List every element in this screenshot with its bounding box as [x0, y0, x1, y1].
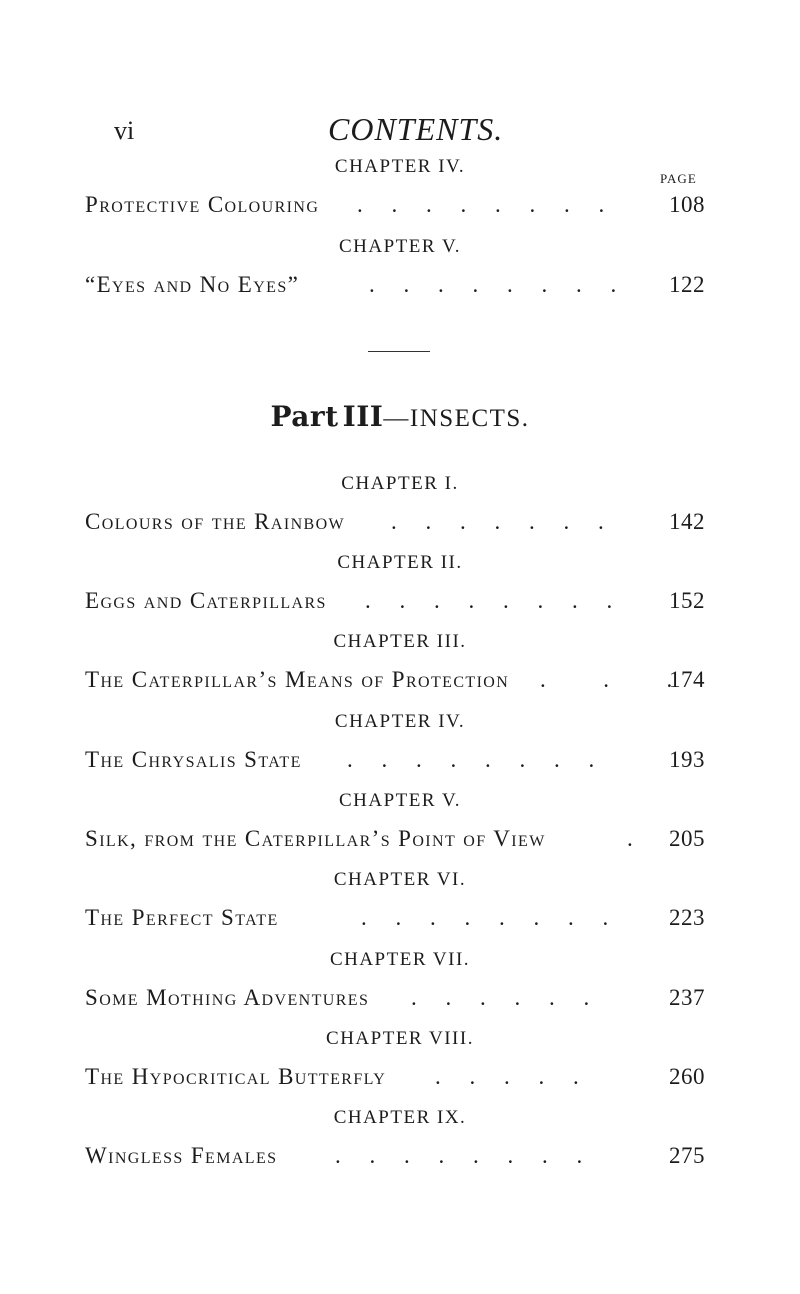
toc-entry-title: The Hypocritical Butterfly — [85, 1064, 387, 1089]
page-title: CONTENTS. — [328, 111, 504, 147]
toc-entry — [85, 1065, 705, 1091]
toc-entry-page: 174 — [669, 667, 705, 692]
toc-entry-title: Wingless Females — [85, 1143, 278, 1168]
chapter-heading: CHAPTER III. — [333, 631, 467, 652]
dot-leader: . . . . . . . . — [335, 1143, 583, 1168]
toc-entry — [85, 986, 705, 1012]
chapter-heading: CHAPTER II. — [337, 552, 463, 573]
chapter-heading: CHAPTER IV. — [334, 156, 466, 177]
toc-entry-page: 237 — [669, 985, 705, 1010]
toc-entry-title: Protective Colouring — [85, 192, 320, 217]
toc-entry-title: Eggs and Caterpillars — [85, 588, 327, 613]
dot-leader: . — [627, 826, 633, 851]
part-subtitle: —INSECTS. — [383, 405, 530, 432]
toc-entry-title: Colours of the Rainbow — [85, 509, 346, 534]
chapter-heading: CHAPTER VI. — [333, 869, 467, 890]
section-divider — [368, 351, 430, 352]
part-numeral: III — [342, 400, 384, 433]
toc-entry-page: 122 — [669, 272, 705, 297]
toc-entry-page: 193 — [669, 747, 705, 772]
toc-entry-page: 142 — [669, 509, 705, 534]
toc-entry — [85, 589, 705, 615]
dot-leader: . . . . . . . . — [365, 588, 613, 613]
chapter-heading: CHAPTER V. — [339, 790, 461, 811]
dot-leader: . . . — [540, 667, 673, 692]
toc-entry-title: Silk, from the Caterpillar’s Point of View — [85, 826, 546, 851]
toc-entry-page: 275 — [669, 1143, 705, 1168]
toc-entry — [85, 510, 705, 536]
toc-entry — [85, 906, 705, 932]
part-heading — [0, 400, 800, 433]
toc-entry — [85, 193, 705, 219]
toc-entry-page: 260 — [669, 1064, 705, 1089]
toc-entry-page: 205 — [669, 826, 705, 851]
dot-leader: . . . . . . . . — [361, 905, 609, 930]
toc-entry-title: “Eyes and No Eyes” — [85, 272, 300, 297]
chapter-heading: CHAPTER V. — [339, 236, 461, 257]
chapter-heading: CHAPTER IX. — [333, 1107, 467, 1128]
chapter-heading: CHAPTER I. — [341, 473, 459, 494]
toc-entry — [85, 748, 705, 774]
dot-leader: . . . . . . . . — [357, 192, 605, 217]
dot-leader: . . . . . . . . — [369, 272, 617, 297]
dot-leader: . . . . . . — [411, 985, 590, 1010]
toc-entry — [85, 668, 705, 694]
part-word: Part — [270, 400, 339, 433]
toc-entry — [85, 1144, 705, 1170]
dot-leader: . . . . . — [435, 1064, 579, 1089]
chapter-heading: CHAPTER VIII. — [326, 1028, 474, 1049]
toc-entry-page: 223 — [669, 905, 705, 930]
dot-leader: . . . . . . . — [391, 509, 604, 534]
page-number: vi — [114, 116, 135, 145]
toc-entry-page: 152 — [669, 588, 705, 613]
chapter-heading: CHAPTER IV. — [334, 711, 466, 732]
toc-entry-title: The Chrysalis State — [85, 747, 302, 772]
toc-entry — [85, 273, 705, 299]
toc-entry — [85, 827, 705, 853]
toc-entry-title: The Caterpillar’s Means of Protection — [85, 667, 510, 692]
dot-leader: . . . . . . . . — [347, 747, 595, 772]
toc-entry-title: Some Mothing Adventures — [85, 985, 370, 1010]
toc-entry-page: 108 — [669, 192, 705, 217]
page-column-label: PAGE — [660, 171, 697, 186]
toc-entry-title: The Perfect State — [85, 905, 279, 930]
chapter-heading: CHAPTER VII. — [329, 949, 471, 970]
